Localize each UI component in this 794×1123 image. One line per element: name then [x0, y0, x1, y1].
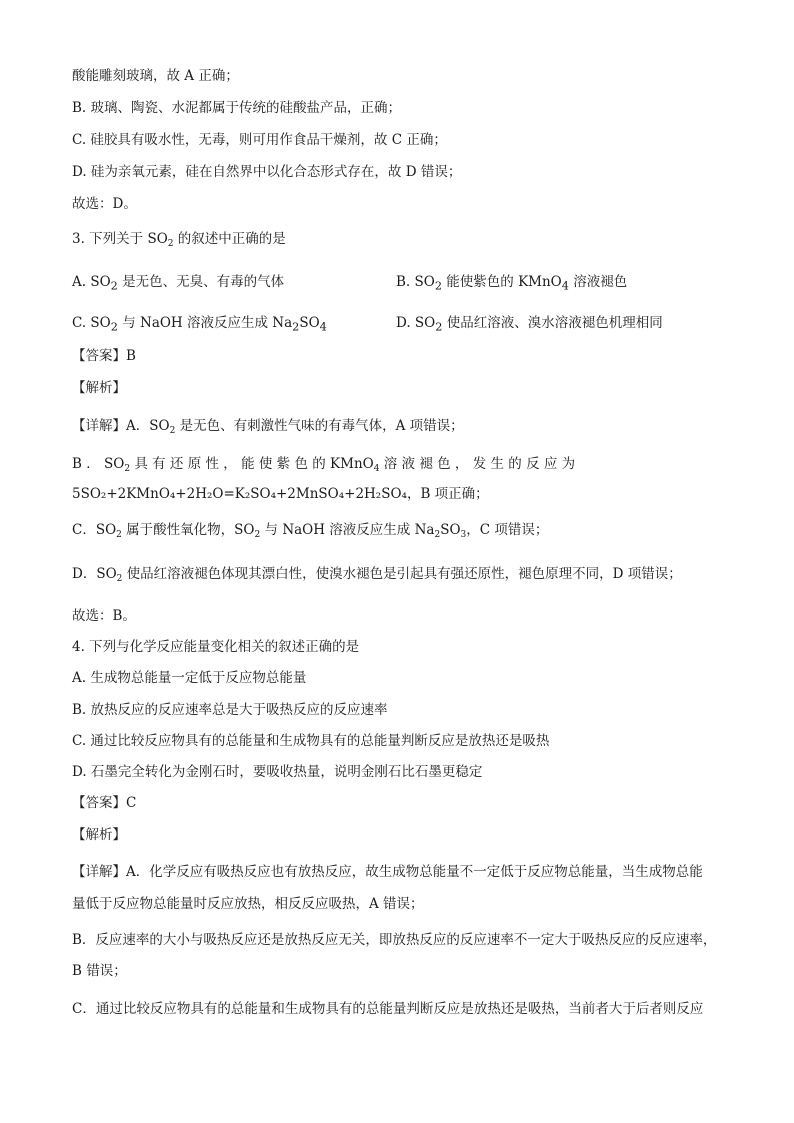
- text-line: D. 硅为亲氧元素，硅在自然界中以化合态形式存在，故 D 错误；: [72, 164, 462, 180]
- answer-label: 【答案】C: [72, 795, 137, 811]
- analysis-label: 【解析】: [72, 380, 126, 396]
- detail-line: 量低于反应物总能量时反应放热，相反反应吸热，A 错误；: [72, 896, 424, 912]
- equation-line: 5SO₂+2KMnO₄+2H₂O=K₂SO₄+2MnSO₄+2H₂SO₄，B 项正确；: [72, 486, 489, 502]
- detail-line: 【详解】A．$SO_2$ 是无色、有刺激性气味的有毒气体，A 项错误；: [72, 418, 464, 436]
- question-3-options-row-2: [72, 313, 722, 338]
- option-a: A. 生成物总能量一定低于反应物总能量: [72, 670, 307, 686]
- text-line: 酸能雕刻玻璃，故 A 正确；: [72, 68, 239, 84]
- detail-line: D．$SO_2$ 使品红溶液褪色体现其漂白性，使溴水褪色是引起具有强还原性，褪色原理不同，D 项错误；: [72, 566, 682, 584]
- option-c: C. 通过比较反应物具有的总能量和生成物具有的总能量判断反应是放热还是吸热: [72, 733, 550, 749]
- detail-line: B 错误；: [72, 963, 127, 979]
- option-b: B. $SO_2$ 能使紫色的 KMnO$_4$ 溶液褪色: [396, 274, 628, 293]
- detail-line: B．反应速率的大小与吸热反应还是放热反应无关，即放热反应的反应速率不一定大于吸热反应的反应速率，: [72, 932, 717, 948]
- detail-line: 【详解】A．化学反应有吸热反应也有放热反应，故生成物总能量不一定低于反应物总能量，当生成物总能: [72, 864, 703, 880]
- question-4-stem: 4. 下列与化学反应能量变化相关的叙述正确的是: [72, 639, 360, 655]
- option-d: D. 石墨完全转化为金刚石时，要吸收热量，说明金刚石比石墨更稳定: [72, 764, 483, 780]
- text-line: 故选：D。: [72, 196, 137, 212]
- question-3-options-row-1: [72, 272, 722, 297]
- detail-line: B ． $SO_2$ 具 有 还 原 性 ， 能 使 紫 色 的 KMnO$_4$ 溶 液 褪 色 ， 发 生 的 反 应 为: [72, 456, 576, 474]
- text-line: C. 硅胶具有吸水性，无毒，则可用作食品干燥剂，故 C 正确；: [72, 132, 447, 148]
- option-b: B. 放热反应的反应速率总是大于吸热反应的反应速率: [72, 702, 388, 718]
- detail-line: C．$SO_2$ 属于酸性氧化物，$SO_2$ 与 NaOH 溶液反应生成 $Na_2SO_3$，C 项错误；: [72, 522, 549, 540]
- answer-label: 【答案】B: [72, 348, 136, 364]
- detail-line: C．通过比较反应物具有的总能量和生成物具有的总能量判断反应是放热还是吸热，当前者大于后者则反应: [72, 1001, 704, 1017]
- question-3-stem: 3. 下列关于 $SO_2$ 的叙述中正确的是: [72, 231, 286, 249]
- option-a: A. $SO_2$ 是无色、无臭、有毒的气体: [72, 274, 285, 293]
- conclusion-line: 故选：B。: [72, 608, 136, 624]
- analysis-label: 【解析】: [72, 827, 126, 843]
- option-d: D. $SO_2$ 使品红溶液、溴水溶液褪色机理相同: [396, 315, 663, 334]
- option-c: C. $SO_2$ 与 NaOH 溶液反应生成 $Na_2SO_4$: [72, 315, 327, 334]
- text-line: B. 玻璃、陶瓷、水泥都属于传统的硅酸盐产品，正确；: [72, 100, 402, 116]
